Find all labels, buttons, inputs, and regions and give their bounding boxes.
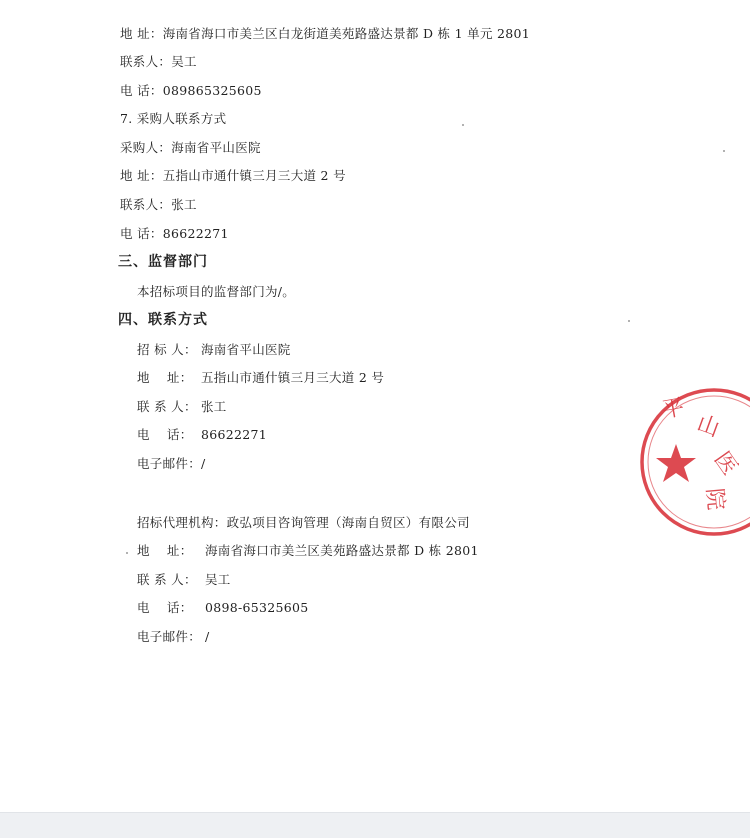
seal-char-3: 医 [709, 446, 743, 480]
section7-title: 7. 采购人联系方式 [120, 111, 227, 126]
buyer-address-value: 五指山市通什镇三月三大道 2 号 [162, 168, 346, 183]
hospital-seal-stamp [628, 378, 750, 544]
tenderer-address-value: 五指山市通什镇三月三大道 2 号 [201, 370, 385, 385]
agency-address2-value: 海南省海口市美兰区美苑路盛达景都 D 栋 2801 [205, 543, 479, 558]
agency-contact2-line [137, 570, 231, 588]
buyer-phone-value: 86622271 [162, 226, 229, 241]
viewer-bottom-bar [0, 812, 750, 838]
tenderer-name-value: 海南省平山医院 [201, 342, 291, 357]
buyer-contact-value: 张工 [171, 197, 197, 212]
tenderer-contact-label: 联 系 人： [137, 399, 197, 414]
agency-email-label: 电子邮件： [137, 629, 202, 644]
agency-contact2-value: 吴工 [205, 572, 231, 587]
agency-email-value: / [205, 629, 210, 644]
scan-speck [628, 320, 630, 322]
agency-address-value: 海南省海口市美兰区白龙街道美苑路盛达景都 D 栋 1 单元 2801 [162, 26, 531, 41]
seal-char-2: 山 [693, 410, 724, 442]
tenderer-address-line [137, 368, 384, 386]
agency-contact-value: 吴工 [171, 54, 197, 69]
agency-address-label: 地 址： [120, 26, 163, 41]
buyer-label: 采购人： [120, 140, 172, 155]
agency-name-label: 招标代理机构： [137, 515, 227, 530]
agency-name-line [137, 513, 470, 531]
tenderer-email-label: 电子邮件： [137, 456, 202, 471]
scan-speck [462, 124, 464, 126]
agency-email-line [137, 627, 210, 645]
agency-phone2-line [137, 598, 309, 616]
tenderer-phone-label: 电 话： [137, 427, 193, 442]
buyer-phone-line [120, 224, 229, 242]
seal-star-icon [656, 444, 696, 482]
scan-speck [723, 150, 725, 152]
tenderer-email-line [137, 454, 206, 472]
seal-graphic [628, 378, 750, 544]
buyer-contact-line [120, 195, 197, 213]
section3-body: 本招标项目的监督部门为/。 [137, 284, 296, 299]
buyer-phone-label: 电 话： [120, 226, 163, 241]
tenderer-email-value: / [201, 456, 206, 471]
agency-contact2-label: 联 系 人： [137, 572, 197, 587]
buyer-value: 海南省平山医院 [171, 140, 261, 155]
agency-contact-label: 联系人： [120, 54, 172, 69]
agency-name-value: 政弘项目咨询管理（海南自贸区）有限公司 [226, 515, 470, 530]
buyer-contact-label: 联系人： [120, 197, 172, 212]
tenderer-phone-line [137, 425, 267, 443]
tenderer-contact-value: 张工 [201, 399, 227, 414]
agency-phone2-value: 0898-65325605 [205, 600, 309, 615]
seal-char-1: 平 [660, 394, 687, 423]
tenderer-name-line [137, 340, 291, 358]
agency-address2-label: 地 址： [137, 543, 193, 558]
section4-heading: 四、联系方式 [118, 312, 208, 328]
section3-heading: 三、监督部门 [118, 254, 208, 270]
buyer-address-line [120, 166, 346, 184]
agency-address-line [120, 24, 530, 42]
tenderer-address-label: 地 址： [137, 370, 193, 385]
buyer-line [120, 138, 261, 156]
agency-contact-line [120, 52, 197, 70]
agency-phone-label: 电 话： [120, 83, 163, 98]
seal-char-4: 院 [702, 486, 730, 512]
scan-speck [126, 552, 128, 554]
agency-phone-value: 089865325605 [162, 83, 262, 98]
buyer-address-label: 地 址： [120, 168, 163, 183]
agency-phone2-label: 电 话： [137, 600, 193, 615]
agency-phone-line [120, 81, 262, 99]
tenderer-phone-value: 86622271 [201, 427, 268, 442]
tenderer-contact-line [137, 397, 227, 415]
agency-address2-line [137, 541, 479, 559]
tenderer-name-label: 招 标 人： [137, 342, 197, 357]
